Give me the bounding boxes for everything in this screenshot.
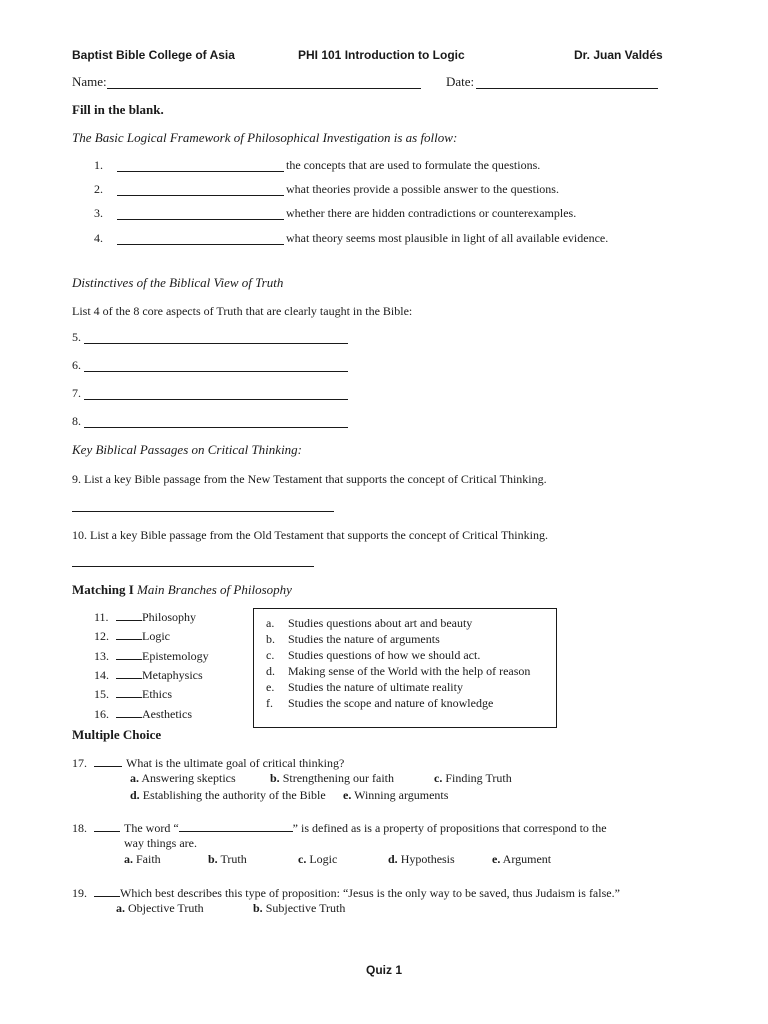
question-19-number: 19. bbox=[72, 886, 87, 900]
matching-item bbox=[94, 706, 192, 722]
matching-item-blank[interactable] bbox=[116, 609, 142, 621]
matching-item-blank[interactable] bbox=[116, 628, 142, 640]
matching-option-text: Studies the nature of arguments bbox=[288, 632, 440, 646]
question-18-word-blank[interactable] bbox=[179, 820, 293, 832]
question-19 bbox=[72, 885, 620, 901]
matching-item-label: Logic bbox=[142, 629, 170, 643]
mc-option-text: Answering skeptics bbox=[141, 771, 236, 785]
question-18-answer-blank[interactable] bbox=[94, 820, 120, 832]
matching-item bbox=[94, 648, 209, 664]
fill-item-blank[interactable] bbox=[117, 219, 284, 220]
mc-option-letter: a. bbox=[130, 771, 139, 785]
question-18-text-before: The word “ bbox=[124, 821, 179, 835]
matching-option-text: Studies the scope and nature of knowledge bbox=[288, 696, 494, 710]
matching-item-label: Philosophy bbox=[142, 610, 197, 624]
question-19-answer-blank[interactable] bbox=[94, 885, 120, 897]
name-field[interactable] bbox=[107, 88, 421, 89]
question-17-answer-blank[interactable] bbox=[94, 755, 122, 767]
mc-option[interactable] bbox=[343, 788, 448, 803]
matching-title bbox=[72, 582, 292, 598]
section-fill-blank-title: Fill in the blank. bbox=[72, 102, 164, 117]
mc-option[interactable] bbox=[130, 771, 236, 786]
truth-item-blank[interactable] bbox=[84, 427, 348, 428]
matching-option-letter: d. bbox=[266, 664, 275, 678]
mc-option[interactable] bbox=[298, 852, 337, 867]
mc-option[interactable] bbox=[130, 788, 326, 803]
matching-item-label: Metaphysics bbox=[142, 668, 203, 682]
mc-option[interactable] bbox=[124, 852, 161, 867]
mc-option-letter: a. bbox=[116, 901, 125, 915]
mc-option-text: Truth bbox=[220, 852, 247, 866]
fill-item-number: 2. bbox=[94, 182, 103, 196]
section-fill-blank-subtitle: The Basic Logical Framework of Philosophical Investigation is as follow: bbox=[72, 130, 458, 145]
section-truth-title: Distinctives of the Biblical View of Truth bbox=[72, 275, 284, 290]
matching-item-number: 11. bbox=[94, 610, 109, 624]
mc-option[interactable] bbox=[492, 852, 551, 867]
mc-option-text: Hypothesis bbox=[400, 852, 455, 866]
mc-option[interactable] bbox=[434, 771, 512, 786]
question-18-number: 18. bbox=[72, 821, 87, 835]
matching-item bbox=[94, 609, 196, 625]
question-17-text: What is the ultimate goal of critical thinking? bbox=[126, 756, 345, 770]
mc-option-letter: b. bbox=[208, 852, 218, 866]
matching-item-label: Aesthetics bbox=[142, 707, 192, 721]
question-17-number: 17. bbox=[72, 756, 87, 770]
school-name: Baptist Bible College of Asia bbox=[72, 48, 235, 62]
question-10: 10. List a key Bible passage from the Old Testament that supports the concept of Critical Thinking. bbox=[72, 528, 548, 542]
matching-item-blank[interactable] bbox=[116, 686, 142, 698]
truth-item-number: 8. bbox=[72, 414, 81, 428]
matching-item-label: Epistemology bbox=[142, 649, 209, 663]
question-18 bbox=[72, 820, 607, 836]
mc-option-letter: d. bbox=[388, 852, 398, 866]
matching-option-letter: f. bbox=[266, 696, 273, 710]
question-18-line2: way things are. bbox=[124, 836, 197, 850]
matching-option bbox=[266, 664, 530, 679]
mc-option-text: Argument bbox=[502, 852, 552, 866]
matching-item-number: 12. bbox=[94, 629, 109, 643]
fill-item-number: 3. bbox=[94, 206, 103, 220]
mc-option-text: Faith bbox=[136, 852, 161, 866]
matching-item-number: 14. bbox=[94, 668, 109, 682]
date-label: Date: bbox=[446, 74, 475, 89]
matching-title-bold: Matching I bbox=[72, 582, 134, 597]
question-19-text: Which best describes this type of proposition: “Jesus is the only way to be saved, thus Judaism is false.” bbox=[120, 886, 620, 900]
matching-options-box bbox=[253, 608, 557, 728]
date-field[interactable] bbox=[476, 88, 658, 89]
truth-item-blank[interactable] bbox=[84, 399, 348, 400]
matching-option-letter: e. bbox=[266, 680, 275, 694]
section-truth-prompt: List 4 of the 8 core aspects of Truth that are clearly taught in the Bible: bbox=[72, 304, 413, 318]
mc-option-text: Finding Truth bbox=[445, 771, 512, 785]
matching-option-letter: b. bbox=[266, 632, 275, 646]
mc-option-letter: e. bbox=[343, 788, 352, 802]
mc-option-text: Strengthening our faith bbox=[282, 771, 394, 785]
fill-item-number: 4. bbox=[94, 231, 103, 245]
mc-option-text: Establishing the authority of the Bible bbox=[142, 788, 326, 802]
mc-option[interactable] bbox=[208, 852, 247, 867]
multiple-choice-title: Multiple Choice bbox=[72, 727, 162, 742]
fill-item-number: 1. bbox=[94, 158, 103, 172]
matching-option-letter: c. bbox=[266, 648, 275, 662]
matching-option bbox=[266, 616, 472, 631]
matching-item-blank[interactable] bbox=[116, 667, 142, 679]
mc-option[interactable] bbox=[270, 771, 394, 786]
matching-option-text: Making sense of the World with the help of reason bbox=[288, 664, 531, 678]
matching-option bbox=[266, 680, 463, 695]
question-9-answer-line[interactable] bbox=[72, 511, 334, 512]
mc-option-letter: e. bbox=[492, 852, 501, 866]
truth-item-blank[interactable] bbox=[84, 343, 348, 344]
mc-option-text: Subjective Truth bbox=[265, 901, 346, 915]
fill-item-blank[interactable] bbox=[117, 195, 284, 196]
matching-option-letter: a. bbox=[266, 616, 275, 630]
truth-item-number: 5. bbox=[72, 330, 81, 344]
matching-item-number: 16. bbox=[94, 707, 109, 721]
fill-item-blank[interactable] bbox=[117, 171, 284, 172]
mc-option[interactable] bbox=[388, 852, 455, 867]
fill-item-text: what theories provide a possible answer to the questions. bbox=[286, 182, 559, 196]
matching-item-blank[interactable] bbox=[116, 648, 142, 660]
question-17 bbox=[72, 755, 344, 771]
fill-item-text: what theory seems most plausible in light of all available evidence. bbox=[286, 231, 609, 245]
mc-option-letter: a. bbox=[124, 852, 133, 866]
quiz-label: Quiz 1 bbox=[366, 963, 403, 977]
matching-item-number: 13. bbox=[94, 649, 109, 663]
matching-option bbox=[266, 648, 480, 663]
mc-option-letter: c. bbox=[298, 852, 307, 866]
matching-option bbox=[266, 632, 440, 647]
mc-option-letter: c. bbox=[434, 771, 443, 785]
question-9: 9. List a key Bible passage from the New Testament that supports the concept of Critical Thinking. bbox=[72, 472, 547, 486]
matching-option-text: Studies questions about art and beauty bbox=[288, 616, 473, 630]
course-title: PHI 101 Introduction to Logic bbox=[298, 48, 465, 62]
matching-title-italic: Main Branches of Philosophy bbox=[137, 582, 292, 597]
mc-option[interactable] bbox=[253, 901, 345, 916]
matching-item bbox=[94, 686, 172, 702]
matching-option-text: Studies the nature of ultimate reality bbox=[288, 680, 463, 694]
question-18-text-after: ” is defined as is a property of propositions that correspond to the bbox=[292, 821, 607, 835]
name-label: Name: bbox=[72, 74, 107, 89]
mc-option-text: Logic bbox=[309, 852, 338, 866]
mc-option[interactable] bbox=[116, 901, 204, 916]
mc-option-letter: b. bbox=[253, 901, 263, 915]
mc-option-text: Winning arguments bbox=[354, 788, 449, 802]
fill-item-blank[interactable] bbox=[117, 244, 284, 245]
matching-option bbox=[266, 696, 493, 711]
truth-item-blank[interactable] bbox=[84, 371, 348, 372]
question-10-answer-line[interactable] bbox=[72, 566, 314, 567]
mc-option-text: Objective Truth bbox=[128, 901, 204, 915]
section-passages-title: Key Biblical Passages on Critical Thinking: bbox=[72, 442, 303, 457]
truth-item-number: 6. bbox=[72, 358, 81, 372]
instructor-name: Dr. Juan Valdés bbox=[574, 48, 663, 62]
matching-item bbox=[94, 628, 170, 644]
matching-item-blank[interactable] bbox=[116, 706, 142, 718]
fill-item-text: the concepts that are used to formulate the questions. bbox=[286, 158, 541, 172]
matching-item-number: 15. bbox=[94, 687, 109, 701]
mc-option-letter: d. bbox=[130, 788, 140, 802]
matching-item-label: Ethics bbox=[142, 687, 172, 701]
truth-item-number: 7. bbox=[72, 386, 81, 400]
fill-item-text: whether there are hidden contradictions or counterexamples. bbox=[286, 206, 577, 220]
matching-item bbox=[94, 667, 203, 683]
matching-option-text: Studies questions of how we should act. bbox=[288, 648, 481, 662]
mc-option-letter: b. bbox=[270, 771, 280, 785]
